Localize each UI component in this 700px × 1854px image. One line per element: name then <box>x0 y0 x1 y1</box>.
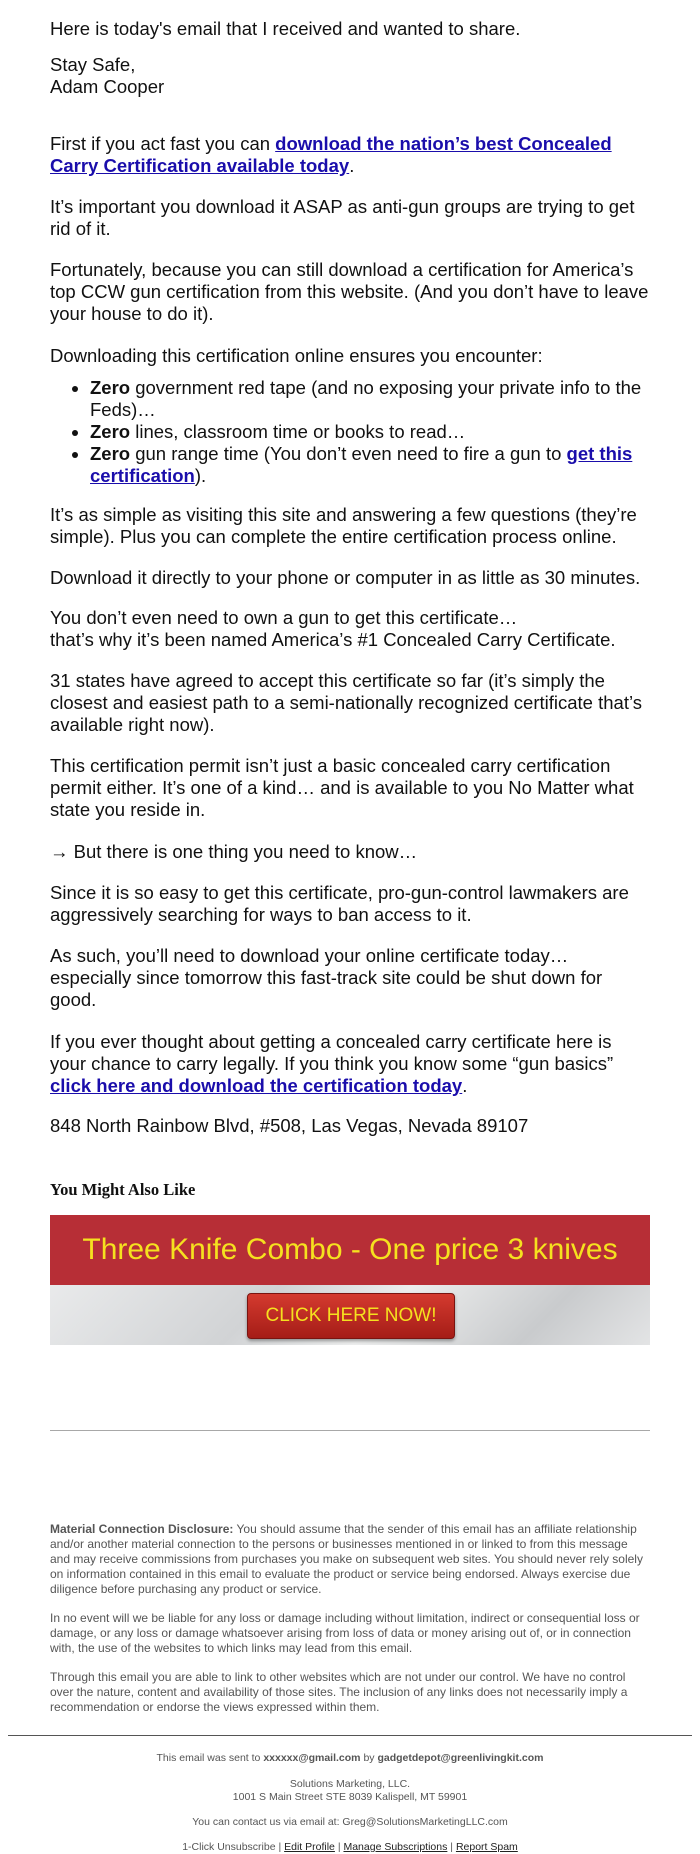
email-body <box>50 0 650 1137</box>
paragraph-3: Fortunately, because you can still download a certification for America’s top CCW gun certification from this website. (And you don’t have to leave your house to do it). <box>50 259 649 324</box>
separator: | <box>334 1841 344 1853</box>
paragraph-5: It’s as simple as visiting this site and answering a few questions (they’re simple). Plus you can complete the entire certification process online. <box>50 504 637 547</box>
sent-by: by <box>360 1752 378 1764</box>
author-name: Adam Cooper <box>50 76 165 97</box>
disclosure-paragraph-2: In no event will we be liable for any loss or damage including without limitation, indirect or consequential loss or damage, or any loss or damage whatsoever arising from loss of data or money arising out of, or in connection with, the use of the websites to which links may lead from this email. <box>50 1611 640 1655</box>
bullet-text: lines, classroom time or books to read… <box>130 421 466 442</box>
paragraph-4: Downloading this certification online ensures you encounter: <box>50 345 543 366</box>
click-here-download-link[interactable]: click here and download the certification today <box>50 1075 463 1096</box>
company-street: 1001 S Main Street STE 8039 Kalispell, MT 59901 <box>232 1791 468 1803</box>
sender-email: gadgetdepot@greenlivingkit.com <box>377 1752 544 1764</box>
email-footer <box>0 1752 700 1854</box>
list-item <box>90 443 650 487</box>
you-might-also-like-heading: You Might Also Like <box>50 1180 196 1199</box>
recipient-email: xxxxxx@gmail.com <box>263 1752 361 1764</box>
footer-links <box>0 1841 700 1854</box>
company-name: Solutions Marketing, LLC. <box>289 1778 411 1790</box>
list-item <box>90 421 650 443</box>
bullet-bold: Zero <box>90 421 131 442</box>
disclosure-label: Material Connection Disclosure: <box>50 1522 234 1536</box>
list-item <box>90 377 650 421</box>
paragraph-13-text: If you ever thought about getting a concealed carry certificate here is your chance to carry legally. If you think you know some “gun basics” <box>50 1031 614 1074</box>
paragraph-12: As such, you’ll need to download your online certificate today… especially since tomorrow this fast-track site could be shut down for good. <box>50 945 603 1010</box>
bullet-bold: Zero <box>90 377 131 398</box>
paragraph-7b: that’s why it’s been named America’s #1 Concealed Carry Certificate. <box>50 629 616 650</box>
signoff: Stay Safe, <box>50 54 136 75</box>
paragraph-1-end: . <box>349 155 355 176</box>
disclosure-section <box>50 1522 650 1729</box>
manage-subscriptions-link[interactable]: Manage Subscriptions <box>343 1841 448 1853</box>
bullet-bold: Zero <box>90 443 131 464</box>
paragraph-13-end: . <box>462 1075 468 1096</box>
bullet-text: gun range time (You don’t even need to fire a gun to <box>130 443 567 464</box>
paragraph-1-text: First if you act fast you can <box>50 133 276 154</box>
paragraph-8: 31 states have agreed to accept this certificate so far (it’s simply the closest and easiest path to a semi-nationally recognized certificate that’s available right now). <box>50 670 642 735</box>
edit-profile-link[interactable]: Edit Profile <box>284 1841 335 1853</box>
contact-line: You can contact us via email at: Greg@SolutionsMarketingLLC.com <box>192 1816 508 1828</box>
benefits-list <box>50 377 650 487</box>
mailing-address: 848 North Rainbow Blvd, #508, Las Vegas, Nevada 89107 <box>50 1115 529 1136</box>
disclosure-paragraph-3: Through this email you are able to link to other websites which are not under our control. We have no control over the nature, content and availability of those sites. The inclusion of any links does not necessarily imply a recommendation or endorse the views expressed within them. <box>50 1670 628 1714</box>
sent-to-line <box>0 1752 700 1765</box>
paragraph-2: It’s important you download it ASAP as anti-gun groups are trying to get rid of it. <box>50 196 635 239</box>
bullet-text: government red tape (and no exposing your private info to the Feds)… <box>90 377 642 420</box>
footer-divider <box>8 1735 692 1736</box>
banner-title: Three Knife Combo - One price 3 knives <box>50 1215 650 1285</box>
download-certification-link[interactable]: download the nation’s best Concealed Carry Certification available today <box>50 133 612 176</box>
disclosure-text: You should assume that the sender of this email has an affiliate relationship and/or another material connection to the persons or businesses mentioned in or linked to from this message and may receive commissions from purchases you make on subsequent web sites. You should never rely solely on information contained in this email to evaluate the product or service being endorsed. Always exercise due diligence before purchasing any product or service. <box>50 1522 643 1596</box>
paragraph-9: This certification permit isn’t just a basic concealed carry certification permit either. It’s one of a kind… and is available to you No Matter what state you reside in. <box>50 755 634 820</box>
disclosure-paragraph-1 <box>50 1522 650 1597</box>
report-spam-link[interactable]: Report Spam <box>455 1841 518 1853</box>
separator: | <box>275 1841 285 1853</box>
paragraph-1 <box>50 133 650 177</box>
separator: | <box>447 1841 456 1853</box>
paragraph-6: Download it directly to your phone or computer in as little as 30 minutes. <box>50 567 641 588</box>
click-here-now-button[interactable]: CLICK HERE NOW! <box>247 1293 455 1339</box>
paragraph-11: Since it is so easy to get this certificate, pro-gun-control lawmakers are aggressively searching for ways to ban access to it. <box>50 882 629 925</box>
intro-line: Here is today's email that I received and wanted to share. <box>50 18 521 39</box>
unsubscribe-text: 1-Click Unsubscribe <box>182 1841 276 1853</box>
sent-prefix: This email was sent to <box>156 1752 264 1764</box>
get-certification-link[interactable]: get this certification <box>90 443 633 486</box>
bullet-end: ). <box>194 465 207 486</box>
knife-combo-banner[interactable] <box>50 1215 650 1345</box>
paragraph-10: → But there is one thing you need to know… <box>50 841 418 862</box>
section-divider <box>50 1430 650 1431</box>
paragraph-7a: You don’t even need to own a gun to get this certificate… <box>50 607 518 628</box>
paragraph-13 <box>50 1031 650 1097</box>
